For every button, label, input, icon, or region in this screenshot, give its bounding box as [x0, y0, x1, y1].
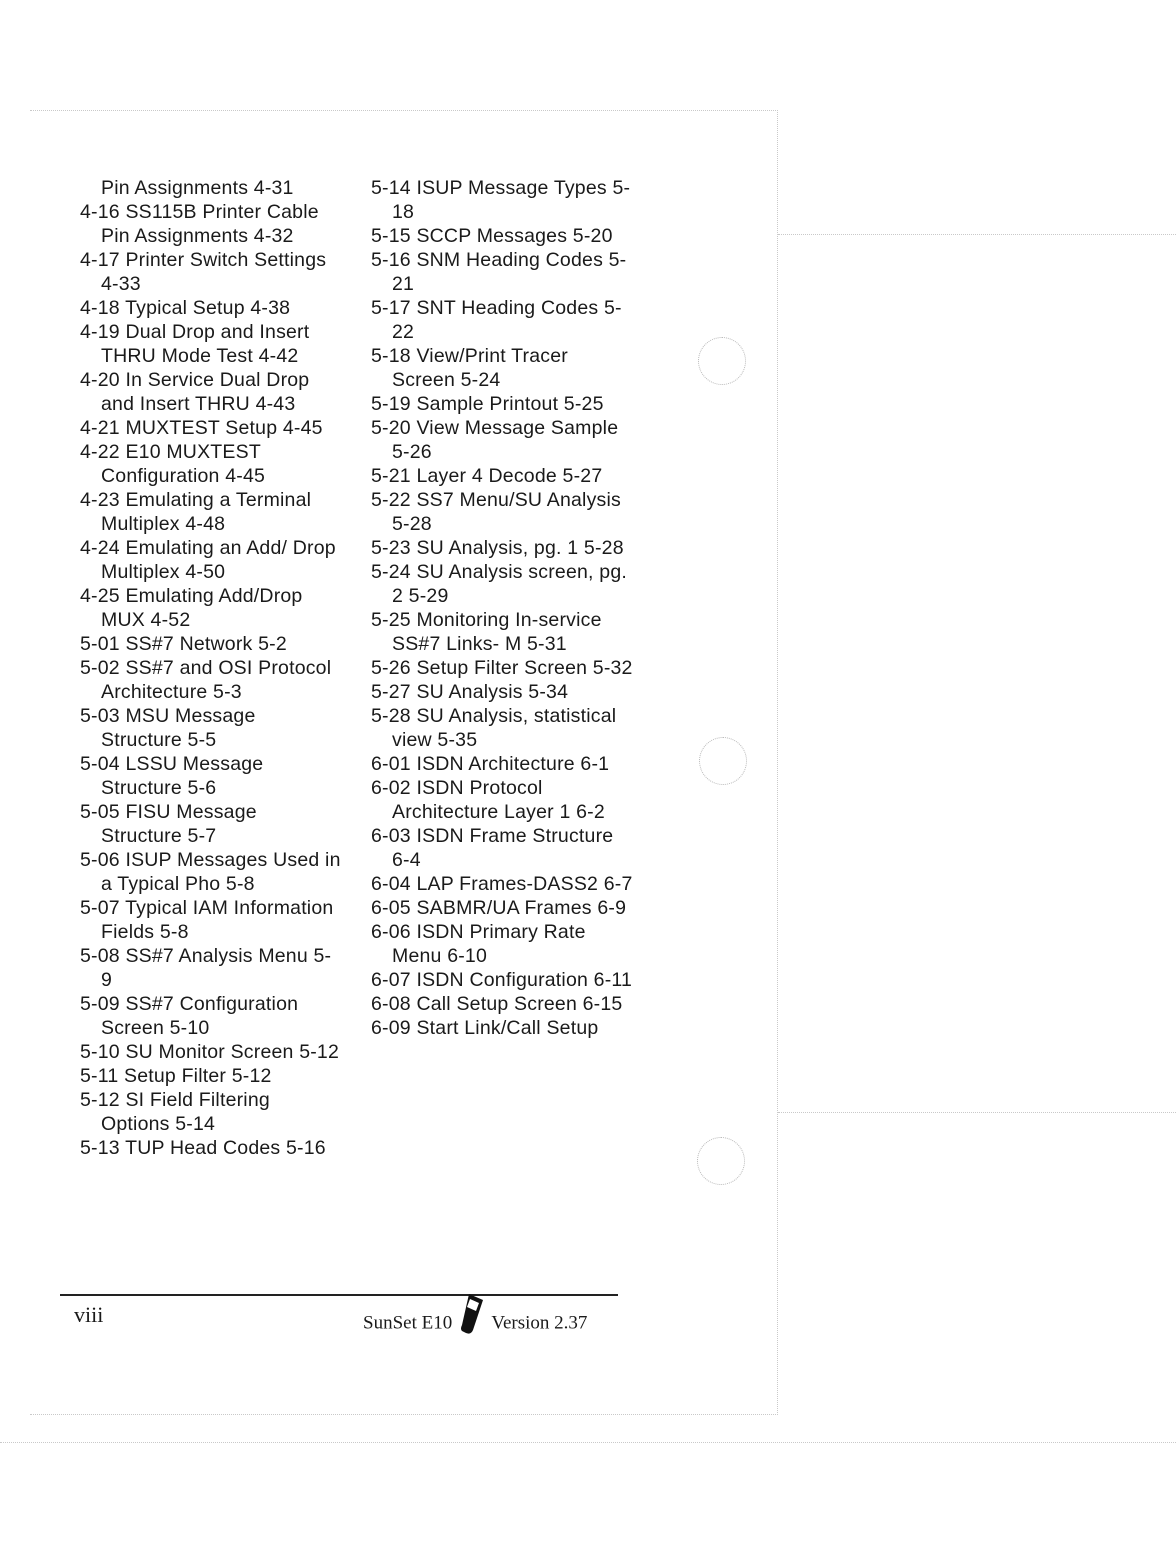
product-name: SunSet E10 [363, 1312, 453, 1334]
handset-logo-icon [459, 1292, 485, 1342]
figure-entry: 4-21 MUXTEST Setup 4-45 [80, 417, 323, 439]
figure-entry: 4-17 Printer Switch Settings 4-33 [80, 249, 327, 295]
figure-entry: 5-21 Layer 4 Decode 5-27 [371, 465, 603, 487]
figure-entry: 6-07 ISDN Configuration 6-11 [371, 969, 633, 991]
figure-entry: 5-05 FISU Message Structure 5-7 [80, 801, 257, 847]
figure-entry: 5-20 View Message Sample 5-26 [371, 417, 619, 463]
figure-entry: 5-15 SCCP Messages 5-20 [371, 225, 613, 247]
figure-entry: 6-06 ISDN Primary Rate Menu 6-10 [371, 921, 586, 967]
figure-entry: 5-23 SU Analysis, pg. 1 5-28 [371, 537, 624, 559]
figure-entry: 6-08 Call Setup Screen 6-15 [371, 993, 623, 1015]
figure-index-right-column [371, 176, 633, 1040]
figure-entry: 5-02 SS#7 and OSI Protocol Architecture 5-3 [80, 657, 332, 703]
figure-entry: 5-22 SS7 Menu/SU Analysis 5-28 [371, 489, 621, 535]
page-number: viii [74, 1302, 104, 1327]
figure-entry: 6-04 LAP Frames-DASS2 6-7 [371, 873, 633, 895]
figure-entry: 5-10 SU Monitor Screen 5-12 [80, 1041, 340, 1063]
figure-entry: 5-27 SU Analysis 5-34 [371, 681, 569, 703]
figure-entry: 4-22 E10 MUXTEST Configuration 4-45 [80, 441, 266, 487]
figure-entry: 5-25 Monitoring In-service SS#7 Links- M 5-31 [371, 609, 602, 655]
figure-entry: 5-24 SU Analysis screen, pg. 2 5-29 [371, 561, 627, 607]
figure-entry: 5-06 ISUP Messages Used in a Typical Pho 5-8 [80, 849, 341, 895]
figure-entry: 4-20 In Service Dual Drop and Insert THRU 4-43 [80, 369, 310, 415]
figure-entry: 5-19 Sample Printout 5-25 [371, 393, 604, 415]
page-edge-right [777, 110, 778, 1415]
figure-entry: 5-07 Typical IAM Information Fields 5-8 [80, 897, 334, 943]
version-label: Version 2.37 [491, 1312, 588, 1334]
figure-index-left-column [80, 176, 342, 1160]
figure-entry: 4-16 SS115B Printer Cable Pin Assignments 4-32 [80, 201, 319, 247]
punch-hole-middle [699, 737, 747, 785]
punch-hole-bottom [697, 1137, 745, 1185]
figure-entry: 4-19 Dual Drop and Insert THRU Mode Test 4-42 [80, 321, 310, 367]
page-edge-top [30, 110, 778, 111]
figure-entry: 5-12 SI Field Filtering Options 5-14 [80, 1089, 270, 1135]
figure-entry: 5-18 View/Print Tracer Screen 5-24 [371, 345, 568, 391]
figure-entry: 5-26 Setup Filter Screen 5-32 [371, 657, 633, 679]
figure-entry: 5-14 ISUP Message Types 5-18 [371, 177, 631, 223]
figure-entry: 5-17 SNT Heading Codes 5-22 [371, 297, 622, 343]
figure-entry: 5-28 SU Analysis, statistical view 5-35 [371, 705, 617, 751]
figure-entry: 4-23 Emulating a Terminal Multiplex 4-48 [80, 489, 312, 535]
figure-entry: 6-05 SABMR/UA Frames 6-9 [371, 897, 627, 919]
figure-entry: 5-01 SS#7 Network 5-2 [80, 633, 287, 655]
scan-edge-bottom [0, 1442, 1176, 1443]
figure-entry: 4-24 Emulating an Add/ Drop Multiplex 4-50 [80, 537, 336, 583]
figure-entry: 5-16 SNM Heading Codes 5-21 [371, 249, 627, 295]
figure-entry: 6-03 ISDN Frame Structure 6-4 [371, 825, 614, 871]
running-footer [363, 1306, 587, 1342]
figure-entry: 5-03 MSU Message Structure 5-5 [80, 705, 256, 751]
figure-entry: 5-09 SS#7 Configuration Screen 5-10 [80, 993, 299, 1039]
figure-entry: 6-09 Start Link/Call Setup [371, 1017, 599, 1039]
figure-entry: 4-25 Emulating Add/Drop MUX 4-52 [80, 585, 303, 631]
scan-edge-mid-1 [778, 234, 1176, 235]
scan-edge-mid-2 [778, 1112, 1176, 1113]
figure-entry: 5-11 Setup Filter 5-12 [80, 1065, 272, 1087]
page-edge-bottom [30, 1414, 778, 1415]
footer-rule [60, 1294, 618, 1296]
figure-entry: 5-08 SS#7 Analysis Menu 5-9 [80, 945, 332, 991]
figure-entry: 6-02 ISDN Protocol Architecture Layer 1 6-2 [371, 777, 605, 823]
punch-hole-top [698, 337, 746, 385]
figure-entry: 5-13 TUP Head Codes 5-16 [80, 1137, 326, 1159]
figure-entry: 4-18 Typical Setup 4-38 [80, 297, 291, 319]
figure-entry: 6-01 ISDN Architecture 6-1 [371, 753, 610, 775]
figure-entry: Pin Assignments 4-31 [101, 177, 294, 199]
figure-entry: 5-04 LSSU Message Structure 5-6 [80, 753, 264, 799]
